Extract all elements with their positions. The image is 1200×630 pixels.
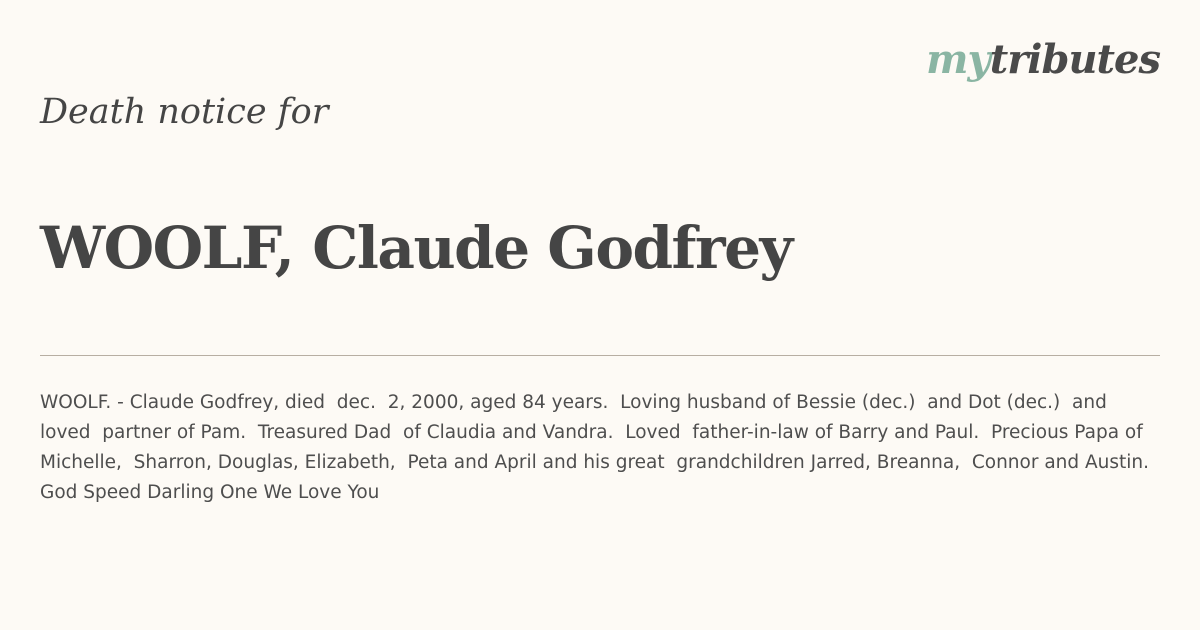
mytributes-logo[interactable] — [926, 34, 1160, 86]
logo-my-text: my — [926, 36, 990, 83]
death-notice-subtitle: Death notice for — [40, 92, 329, 132]
notice-text: WOOLF. - Claude Godfrey, died dec. 2, 2000, aged 84 years. Loving husband of Bessie (dec.) and Dot (dec.) and loved partner of Pam. Treasured Dad of Claudia and Vandra. Loved father-in-law of Barry and Paul. Precious Papa of Michelle, Sharron, Douglas, Elizabeth, Peta and April and his great grandchildren Jarred, Breanna, Connor and Austin. God Speed Darling One We Love You — [40, 392, 1161, 503]
deceased-name: WOOLF, Claude Godfrey — [40, 214, 792, 282]
divider — [40, 355, 1160, 356]
logo-tributes-text: tributes — [989, 36, 1160, 83]
